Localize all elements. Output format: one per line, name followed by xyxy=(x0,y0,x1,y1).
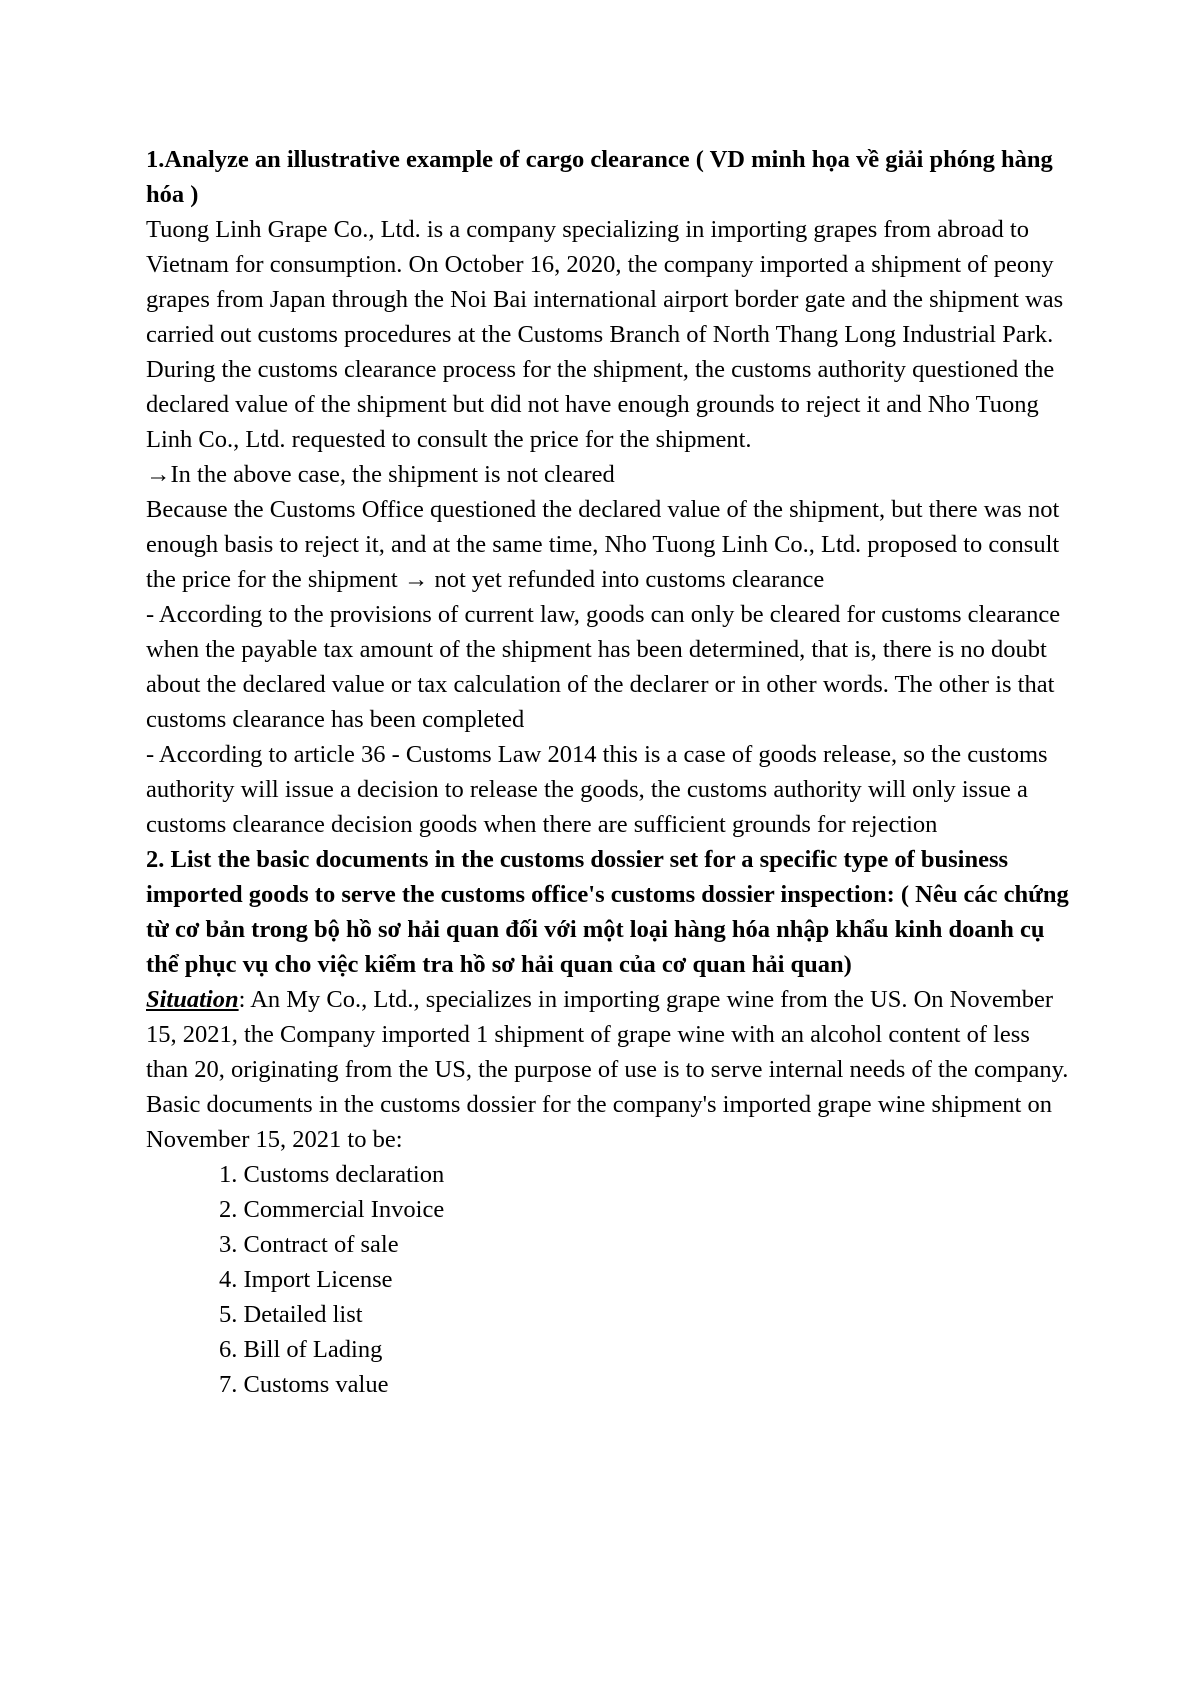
section-2-heading: 2. List the basic documents in the customs dossier set for a specific type of business imported goods to serve the customs office's customs dossier inspection: ( Nêu các chứng từ cơ bản trong bộ hồ sơ hải quan đối với một loại hàng hóa nhập khẩu kinh doanh cụ thể phục vụ cho việc kiểm tra hồ sơ hải quan của cơ quan hải quan) xyxy=(146,846,1069,978)
section-1-reason-paragraph: Because the Customs Office questioned the declared value of the shipment, but there was not enough basis to reject it, and at the same time, Nho Tuong Linh Co., Ltd. proposed to consult the price for the shipment → not yet refunded into customs clearance xyxy=(146,496,1060,593)
document-item: 3. Contract of sale xyxy=(219,1231,399,1258)
document-item: 2. Commercial Invoice xyxy=(219,1196,445,1223)
section-1-heading: 1.Analyze an illustrative example of cargo clearance ( VD minh họa về giải phóng hàng hóa ) xyxy=(146,146,1053,208)
documents-list xyxy=(146,1157,1070,1402)
situation-label: Situation xyxy=(146,986,239,1013)
document-item: 4. Import License xyxy=(219,1266,393,1293)
document-item: 6. Bill of Lading xyxy=(219,1336,383,1363)
document-page xyxy=(146,142,1070,1402)
section-1-conclusion: →In the above case, the shipment is not cleared xyxy=(146,461,615,488)
section-1-intro-paragraph: Tuong Linh Grape Co., Ltd. is a company specializing in importing grapes from abroad to Vietnam for consumption. On October 16, 2020, the company imported a shipment of peony grapes from Japan through the Noi Bai international airport border gate and the shipment was carried out customs procedures at the Customs Branch of North Thang Long Industrial Park. During the customs clearance process for the shipment, the customs authority questioned the declared value of the shipment but did not have enough grounds to reject it and Nho Tuong Linh Co., Ltd. requested to consult the price for the shipment. xyxy=(146,216,1064,453)
document-item: 1. Customs declaration xyxy=(219,1161,445,1188)
document-item: 5. Detailed list xyxy=(219,1301,363,1328)
section-1-point-article-36: - According to article 36 - Customs Law 2014 this is a case of goods release, so the customs authority will issue a decision to release the goods, the customs authority will only issue a customs clearance decision goods when there are sufficient grounds for rejection xyxy=(146,741,1048,838)
situation-paragraph xyxy=(146,982,1070,1157)
document-item: 7. Customs value xyxy=(219,1371,389,1398)
section-1-point-current-law: - According to the provisions of current law, goods can only be cleared for customs clearance when the payable tax amount of the shipment has been determined, that is, there is no doubt about the declared value or tax calculation of the declarer or in other words. The other is that customs clearance has been completed xyxy=(146,601,1061,733)
situation-text: : An My Co., Ltd., specializes in importing grape wine from the US. On November 15, 2021, the Company imported 1 shipment of grape wine with an alcohol content of less than 20, originating from the US, the purpose of use is to serve internal needs of the company. Basic documents in the customs dossier for the company's imported grape wine shipment on November 15, 2021 to be: xyxy=(146,986,1069,1153)
